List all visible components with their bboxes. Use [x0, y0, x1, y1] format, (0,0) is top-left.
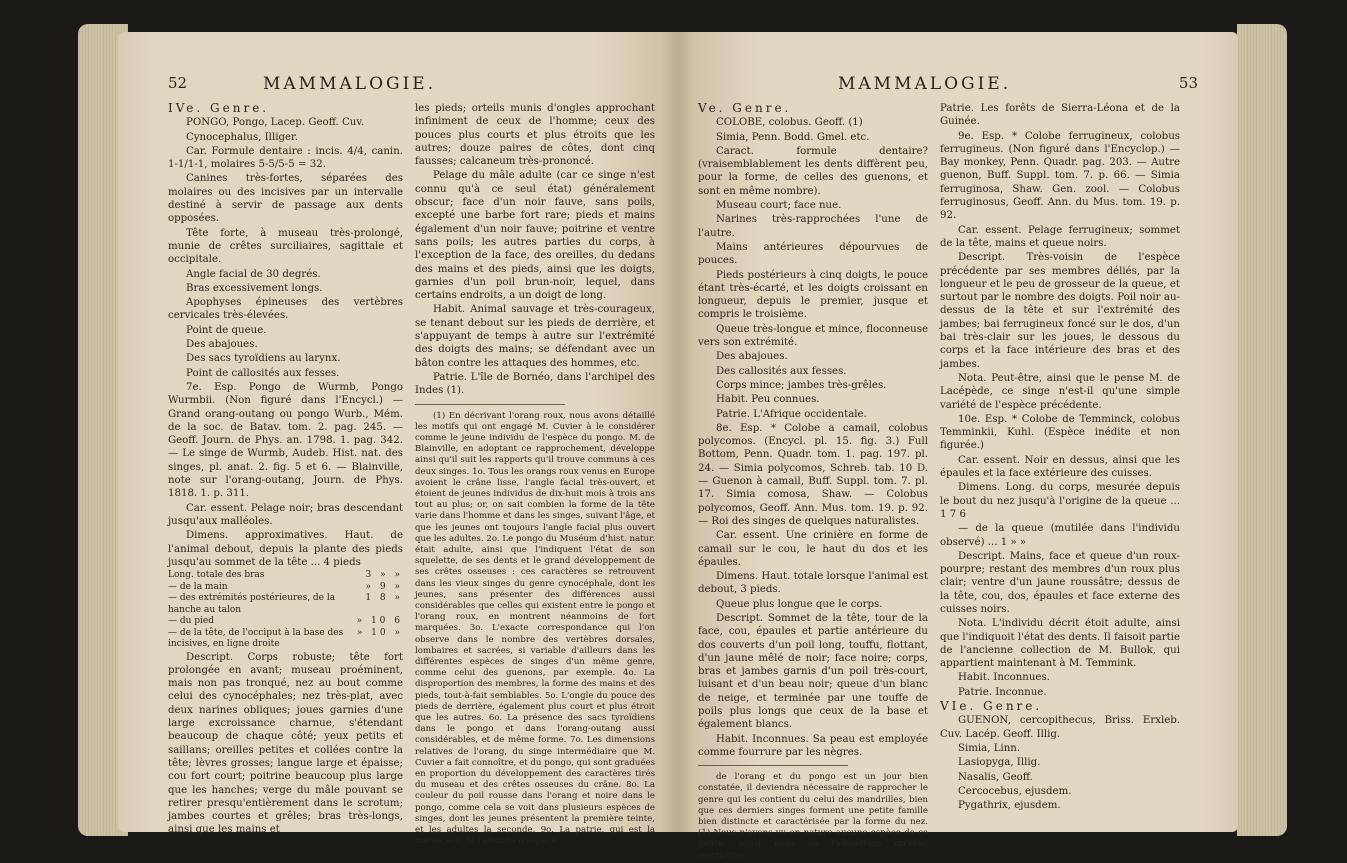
paragraph: Des abajoues.	[716, 351, 788, 363]
paragraph: COLOBE, colobus. Geoff. (1)	[716, 117, 863, 129]
dimension-value: » 9 »	[365, 581, 403, 592]
running-header: MAMMALOGIE.	[263, 74, 437, 94]
paragraph: 8e. Esp. * Colobe a camail, colobus polycomos. (Encycl. pl. 15. fig. 3.) Full Bottom, Penn. Quadr. tom. 1. pag. 197. pl. 24. — Simia polycomos, Schreb. tab. 10 D. — Guenon à camail, Buff. Suppl. tom. 7. pl. 17. Simia comosa, Shaw. — Colobus polycomos, Geoff. Ann. Mus. tom. 19. p. 92. — Roi des singes de quelques naturalistes.	[698, 422, 928, 527]
paragraph: Car. essent. Noir en dessus, ainsi que les épaules et la face extérieure des cuisses.	[940, 454, 1180, 480]
running-header: MAMMALOGIE.	[838, 74, 1012, 94]
paragraph: Car. Formule dentaire : incis. 4/4, canin. 1-1/1-1, molaires 5-5/5-5 = 32.	[168, 145, 403, 171]
paragraph: les pieds; orteils munis d'ongles approchant infiniment de ceux de l'homme; ceux des pouces plus courts et plus étroits que les autres; douze paires de côtes, dont cinq fausses; calcaneum très-prononcé.	[415, 103, 655, 168]
paragraph: Dimens. Long. du corps, mesurée depuis le bout du nez jusqu'à l'origine de la queue ... 1 7 6	[940, 482, 1180, 520]
paragraph: Des sacs tyroïdiens au larynx.	[186, 353, 341, 365]
dimension-value: » 10 »	[356, 627, 403, 638]
paragraph: Pieds postérieurs à cinq doigts, le pouce étant très-écarté, et les doigts croissant en longueur, depuis le premier, jusque et compris le troisième.	[698, 269, 928, 321]
right-page	[678, 32, 1238, 861]
dimension-label: — du pied	[168, 616, 215, 627]
footnote: de l'orang et du pongo est un jour bien constatée, il deviendra nécessaire de rapprocher le genre qui les contient du celui des mandrilles, bien que ces derniers singes forment une petite famille bien distincte et caractérisée par la forme du nez. (1) Nous n'avons vu en nature aucune espèce de ce genre, aussi nous ne l'admettons qu'avec restriction.	[698, 772, 928, 861]
paragraph: Caract. formule dentaire? (vraisemblablement les dents diffèrent peu, pour la forme, de celles des guenons, et sont en même nombre).	[698, 145, 928, 197]
paragraph: Museau court; face nue.	[716, 200, 842, 212]
paragraph: Habit. Inconnues.	[958, 672, 1050, 684]
dimension-row	[168, 628, 403, 651]
paragraph: Nota. L'individu décrit étoit adulte, ainsi que l'indiquoit l'état des dents. Il faisoit partie de l'ancienne collection de M. Bullok, qui appartient maintenant à M. Temmink.	[940, 618, 1180, 670]
paragraph: Mains antérieures dépourvues de pouces.	[698, 241, 928, 267]
dimension-value: » 10 6	[356, 616, 403, 627]
paragraph: Bras excessivement longs.	[186, 282, 323, 294]
paragraph: Cercocebus, ejusdem.	[958, 785, 1072, 797]
paragraph: Descript. Corps robuste; tête fort prolongée en avant; museau proéminent, mais non pas tronqué, nez au bout comme celui des cynocéphales; nez très-plat, avec deux narines obliques; joues garnies d'une large excroissance charnue, s'étendant beaucoup de chaque côté; yeux petits et saillans; oreilles petites et collées contre la tête; lèvres grosses; langue large et épaisse; cou fort court; poitrine beaucoup plus large que les hanches; verge du mâle pouvant se retirer presqu'entièrement dans le scrotum; jambes courtes et grêles; bras très-longs, ainsi que les mains et	[168, 651, 403, 836]
paragraph: 10e. Esp. * Colobe de Temminck, colobus Temminkii, Kuhl. (Espèce inédite et non figurée.)	[940, 413, 1180, 452]
paragraph: Nota. Peut-être, ainsi que le pense M. de Lacépède, ce singe n'est-il qu'une simple variété de l'espèce précédente.	[940, 372, 1180, 411]
paragraph: Nasalis, Geoff.	[958, 771, 1033, 783]
right-column-1	[698, 102, 928, 863]
paragraph: Pelage du mâle adulte (car ce singe n'est connu qu'à ce seul état) généralement obscur; face d'un noir fauve, sans poils, excepté une barbe fort rare; pieds et mains également d'un noir fauve; poitrine et ventre sans poils; les autres parties du corps, à l'exception de la face, des oreilles, du dedans des mains et des pieds, ainsi que les doigts, garnies d'un poil brun-noir, lequel, dans certains endroits, a un doigt de long.	[415, 170, 655, 302]
genre-heading: VIe. Genre.	[940, 699, 1043, 714]
page-number: 53	[1178, 74, 1198, 92]
genre-heading: IVe. Genre.	[168, 101, 270, 115]
dimension-row	[168, 593, 403, 616]
paragraph: Narines très-rapprochées l'une de l'autre.	[698, 214, 928, 239]
dimension-label: — de la tête, de l'occiput à la base des incisives, en ligne droite	[168, 627, 344, 650]
paragraph: Queue plus longue que le corps.	[716, 598, 883, 610]
page-number: 52	[168, 74, 188, 92]
footnote-rule	[698, 765, 848, 766]
paragraph: GUENON, cercopithecus, Briss. Erxleb. Cuv. Lacép. Geoff. Illig.	[940, 715, 1180, 740]
paragraph: 9e. Esp. * Colobe ferrugineux, colobus ferrugineus. (Non figuré dans l'Encyclop.) — Bay monkey, Penn. Quadr. pag. 203. — Autre guenon, Buff. Suppl. tom. 7. p. 66. — Simia ferruginosa, Shaw. Gen. zool. — Colobus ferruginosus, Geoff. Ann. du Mus. tom. 19. p. 92.	[940, 130, 1180, 222]
right-page-edges	[1237, 24, 1287, 836]
paragraph: 7e. Esp. Pongo de Wurmb, Pongo Wurmbii. (Non figuré dans l'Encycl.) — Grand orang-outang ou pongo Wurb., Mém. de la soc. de Batav. tom. 2. pag. 245. — Geoff. Journ. de Phys. an. 1798. 1. pag. 342. — Le singe de Wurmb, Audeb. Hist. nat. des singes, pl. anat. 2. fig. 5 et 6. — Blainville, note sur l'orang-outang, Journ. de Phys. 1818. 1. p. 311.	[168, 381, 403, 500]
paragraph: Lasiopyga, Illig.	[958, 757, 1041, 769]
paragraph: Apophyses épineuses des vertèbres cervicales très-élevées.	[168, 297, 403, 322]
dimension-label: Long. totale des bras	[168, 570, 265, 581]
paragraph: Car. essent. Pelage noir; bras descendant jusqu'aux malléoles.	[168, 502, 403, 527]
paragraph: Simia, Penn. Bodd. Gmel. etc.	[716, 131, 870, 143]
left-column-2	[415, 102, 655, 848]
footnote: (1) En décrivant l'orang roux, nous avons détaillé les motifs qui ont engagé M. Cuvier à le considérer comme le jeune individu de l'espèce du pongo. M. de Blainville, en adoptant ce rapprochement, développe ainsi qu'il suit les rapports qu'il trouve communs à ces deux singes. 1o. Tous les orangs roux venus en Europe avoient le crâne lisse, l'angle facial très-ouvert, et étoient de jeunes individus de dix-huit mois à trois ans tout au plus; or, on sait combien la forme de la tête varie dans l'homme et dans les singes, suivant l'âge, et que les jeunes ont toujours l'angle facial plus ouvert que les adultes. 2o. Le pongo du Muséum d'hist. natur. était adulte, ainsi que l'indiquent l'état de son squelette, de ses dents et le grand développement de ses crêtes osseuses : ces caractères se retrouvent dans les vieux singes du genre cynocéphale, dont les jeunes, sans présenter des différences aussi considérables que celles qui existent entre le pongo et l'orang roux, en montrent néanmoins de fort marquées. 3o. L'exacte correspondance qui l'on observe dans le nombre des vertèbres dorsales, lombaires et sacrées, si variable d'ailleurs dans les différentes espèces de singes d'un même genre, comme celui des guenons, par exemple. 4o. La disproportion des membres, la forme des mains et des pieds, tout-à-fait semblables. 5o. L'ongle du pouce des pieds de derrière, également plus court et plus étroit que les autres. 6o. La présence des sacs tyroïdiens dans le pongo et dans l'orang-outang aussi considérables, et de même forme. 7o. Les dimensions relatives de l'orang, du singe intermédiaire que M. Cuvier a fait connoître, et du pongo, qui sont graduées en proportion du développement des caractères tirés du museau et des crêtes osseuses du crâne. 8o. La couleur du poil rousse dans l'orang et noire dans le pongo, comme cela se voit dans plusieurs espèces de singes, dont les jeunes présentent la première teinte, et les adultes la seconde. 9o. La patrie, qui est la même, etc. Si l'identité d'espèce	[415, 410, 655, 847]
paragraph: Pygathrix, ejusdem.	[958, 800, 1061, 812]
paragraph: Habit. Animal sauvage et très-courageux, se tenant debout sur les pieds de derrière, et s'appuyant de temps à autre sur l'extrémité des doigts des mains; se défendant avec un bâton contre les attaques des hommes, etc.	[415, 304, 655, 369]
paragraph: Tête forte, à museau très-prolongé, munie de crêtes surciliaires, sagittale et occipitale.	[168, 227, 403, 266]
dimension-label: — des extrémités postérieures, de la hanche au talon	[168, 593, 336, 615]
paragraph: Patrie. Les forêts de Sierra-Léona et de la Guinée.	[940, 103, 1180, 128]
paragraph: Dimens. Haut. totale lorsque l'animal est debout, 3 pieds.	[698, 571, 928, 596]
paragraph: Patrie. L'île de Bornéo, dans l'archipel des Indes (1).	[415, 371, 655, 397]
paragraph: Angle facial de 30 degrés.	[186, 268, 321, 280]
paragraph: Habit. Peu connues.	[716, 394, 820, 406]
right-column-2	[940, 102, 1180, 813]
dimension-label: — de la main	[168, 581, 228, 592]
paragraph: Point de callosités aux fesses.	[186, 367, 340, 379]
paragraph: Queue très-longue et mince, floconneuse vers son extrémité.	[698, 323, 928, 349]
dimension-value: 3 » »	[365, 570, 403, 581]
paragraph: PONGO, Pongo, Lacep. Geoff. Cuv.	[186, 117, 365, 129]
left-page	[118, 32, 678, 847]
dimension-row	[168, 582, 403, 594]
genre-heading: Ve. Genre.	[698, 101, 792, 115]
dimension-value: 1 8 »	[365, 593, 403, 604]
paragraph: Des abajoues.	[186, 339, 258, 351]
paragraph: Point de queue.	[186, 324, 267, 336]
paragraph: Corps mince; jambes très-grêles.	[716, 379, 887, 391]
paragraph: — de la queue (mutilée dans l'individu observé) ... 1 » »	[940, 523, 1180, 548]
paragraph: Patrie. L'Afrique occidentale.	[716, 408, 867, 420]
paragraph: Des callosités aux fesses.	[716, 365, 847, 377]
dimension-row	[168, 616, 403, 628]
paragraph: Descript. Très-voisin de l'espèce précédente par ses membres déliés, par la longueur et le peu de grosseur de la queue, et surtout par le nombre des doigts. Poil noir au-dessus de la tête et sur l'extrémité des jambes; bai ferrugineux foncé sur le dos, d'un bai très-clair sur les joues, le dessous du corps et la face intérieure des bras et des jambes.	[940, 252, 1180, 370]
paragraph: Dimens. approximatives. Haut. de l'animal debout, depuis la plante des pieds jusqu'au sommet de la tête ... 4 pieds	[168, 530, 403, 568]
paragraph: Car. essent. Une crinière en forme de camail sur le cou, le haut du dos et les épaules.	[698, 530, 928, 568]
paragraph: Habit. Inconnues. Sa peau est employée comme fourrure par les nègres.	[698, 733, 928, 758]
paragraph: Descript. Mains, face et queue d'un roux-pourpre; restant des membres d'un roux plus clair; ventre d'un jaune roussâtre; dessus de la tête, cou, dos, épaules et face externe des cuisses noirs.	[940, 550, 1180, 615]
paragraph: Simia, Linn.	[958, 742, 1021, 754]
paragraph: Descript. Sommet de la tête, tour de la face, cou, épaules et partie antérieure du dos couverts d'un poil long, touffu, flottant, d'un jaune mêlé de noir; face noire; corps, bras et jambes garnis d'un poil très-court, luisant et d'un beau noir; queue d'un blanc de neige, et terminée par une touffe de poils plus longs que ceux de la base et également blancs.	[698, 612, 928, 731]
paragraph: Patrie. Inconnue.	[958, 686, 1047, 698]
footnote-rule	[415, 404, 565, 405]
paragraph: Cynocephalus, Illiger.	[186, 131, 298, 143]
paragraph: Canines très-fortes, séparées des molaires ou des incisives par un intervalle destiné à servir de passage aux dents opposées.	[168, 173, 403, 225]
dimension-row	[168, 570, 403, 582]
paragraph: Car. essent. Pelage ferrugineux; sommet de la tête, mains et queue noirs.	[940, 224, 1180, 249]
left-column-1	[168, 102, 403, 838]
